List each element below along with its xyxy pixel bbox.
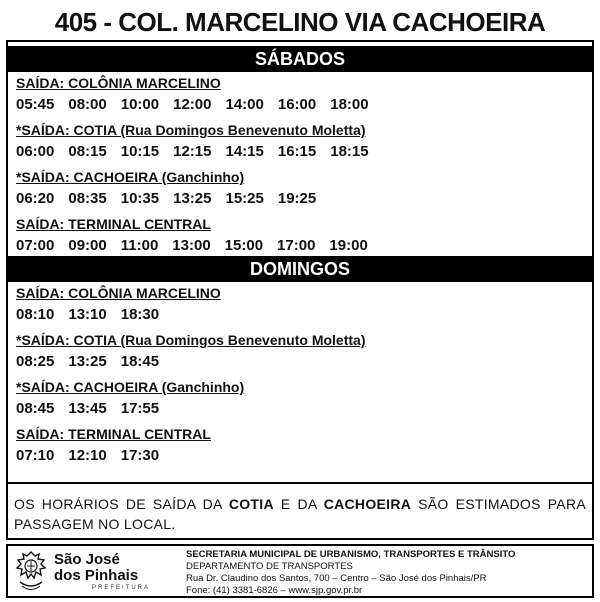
departure-time: 13:45: [68, 399, 107, 417]
departure-time: 08:00: [68, 95, 107, 113]
departure-time: 19:00: [329, 236, 368, 254]
schedule-section: [16, 215, 586, 257]
department-name: DEPARTAMENTO DE TRANSPORTES: [186, 561, 353, 572]
city-emblem-icon: [14, 550, 48, 594]
departure-time: 17:30: [120, 446, 160, 464]
city-logo: [14, 548, 164, 596]
department-info: [186, 549, 586, 597]
departure-time: 06:20: [16, 189, 55, 207]
address: Rua Dr. Claudino dos Santos, 700 – Centro – São José dos Pinhais/PR: [186, 573, 487, 584]
logo-subtitle: PREFEITURA: [92, 585, 151, 591]
departure-time: 13:25: [68, 352, 107, 370]
departure-time: 13:00: [172, 236, 211, 254]
departure-time: 10:15: [120, 142, 160, 160]
departure-times: [16, 443, 586, 467]
departure-label: *SAÍDA: COTIA (Rua Domingos Benevenuto Moletta): [16, 332, 366, 348]
departure-time: 16:15: [277, 142, 317, 160]
departure-time: 13:10: [68, 305, 107, 323]
departure-time: 14:15: [225, 142, 264, 160]
departure-time: 10:35: [120, 189, 160, 207]
schedule-section: [16, 425, 586, 467]
departure-time: 12:15: [173, 142, 212, 160]
estimated-times-note: [8, 482, 592, 538]
departure-times: [16, 396, 586, 420]
departure-times: [16, 92, 586, 116]
departure-time: 13:25: [173, 189, 212, 207]
departure-time: 17:55: [120, 399, 160, 417]
departure-time: 08:35: [68, 189, 107, 207]
departure-time: 05:45: [16, 95, 55, 113]
logo-line: dos Pinhais: [54, 567, 139, 584]
departure-time: 18:45: [120, 352, 160, 370]
departure-label: SAÍDA: TERMINAL CENTRAL: [16, 216, 211, 232]
schedule-section: [16, 378, 586, 420]
departure-time: 15:00: [224, 236, 264, 254]
sundays-heading: DOMINGOS: [8, 256, 592, 282]
logo-line: São José: [54, 551, 120, 568]
saturdays-heading: SÁBADOS: [8, 46, 592, 72]
note-cotia: COTIA: [228, 496, 274, 512]
departure-time: 18:30: [120, 305, 160, 323]
departure-label: SAÍDA: COLÔNIA MARCELINO: [16, 75, 221, 91]
departure-times: [16, 139, 586, 163]
departure-time: 10:00: [120, 95, 160, 113]
departure-time: 11:00: [120, 236, 159, 254]
departure-time: 07:10: [16, 446, 55, 464]
departure-time: 19:25: [277, 189, 317, 207]
departure-time: 14:00: [225, 95, 264, 113]
note-cachoeira: CACHOEIRA: [323, 496, 412, 512]
note-text: OS HORÁRIOS DE SAÍDA DA: [14, 496, 229, 512]
departure-time: 16:00: [277, 95, 317, 113]
schedule-section: [16, 331, 586, 373]
departure-label: *SAÍDA: CACHOEIRA (Ganchinho): [16, 379, 245, 395]
footer: [6, 544, 594, 598]
note-text: SÃO ESTIMADOS PARA PASSAGEM NO LOCAL.: [14, 496, 586, 532]
departure-label: SAÍDA: TERMINAL CENTRAL: [16, 426, 211, 442]
departure-times: [16, 302, 586, 326]
departure-times: [16, 349, 586, 373]
contact-info: Fone: (41) 3381-6826 – www.sjp.gov.pr.br: [186, 585, 363, 596]
departure-time: 15:25: [225, 189, 264, 207]
departure-time: 17:00: [277, 236, 316, 254]
departure-time: 08:10: [16, 305, 55, 323]
departure-time: 08:15: [68, 142, 107, 160]
departure-label: SAÍDA: COLÔNIA MARCELINO: [16, 285, 221, 301]
note-text: E DA: [273, 496, 324, 512]
departure-label: *SAÍDA: COTIA (Rua Domingos Benevenuto Moletta): [16, 122, 366, 138]
departure-time: 08:45: [16, 399, 55, 417]
departure-time: 18:15: [330, 142, 369, 160]
departure-times: [16, 186, 586, 210]
page-title: 405 - COL. MARCELINO VIA CACHOEIRA: [54, 7, 546, 37]
logo-wordmark: [54, 552, 150, 591]
schedule-section: [16, 121, 586, 163]
departure-times: [16, 233, 586, 257]
departure-time: 08:25: [16, 352, 55, 370]
departure-time: 18:00: [330, 95, 369, 113]
departure-label: *SAÍDA: CACHOEIRA (Ganchinho): [16, 169, 245, 185]
departure-time: 09:00: [68, 236, 107, 254]
secretariat-name: SECRETARIA MUNICIPAL DE URBANISMO, TRANSPORTES E TRÂNSITO: [186, 549, 516, 560]
schedule-section: [16, 74, 586, 116]
schedule-section: [16, 168, 586, 210]
departure-time: 07:00: [16, 236, 55, 254]
schedule-section: [16, 284, 586, 326]
departure-time: 06:00: [16, 142, 55, 160]
departure-time: 12:00: [173, 95, 212, 113]
departure-time: 12:10: [68, 446, 107, 464]
schedule-frame: [6, 40, 594, 540]
